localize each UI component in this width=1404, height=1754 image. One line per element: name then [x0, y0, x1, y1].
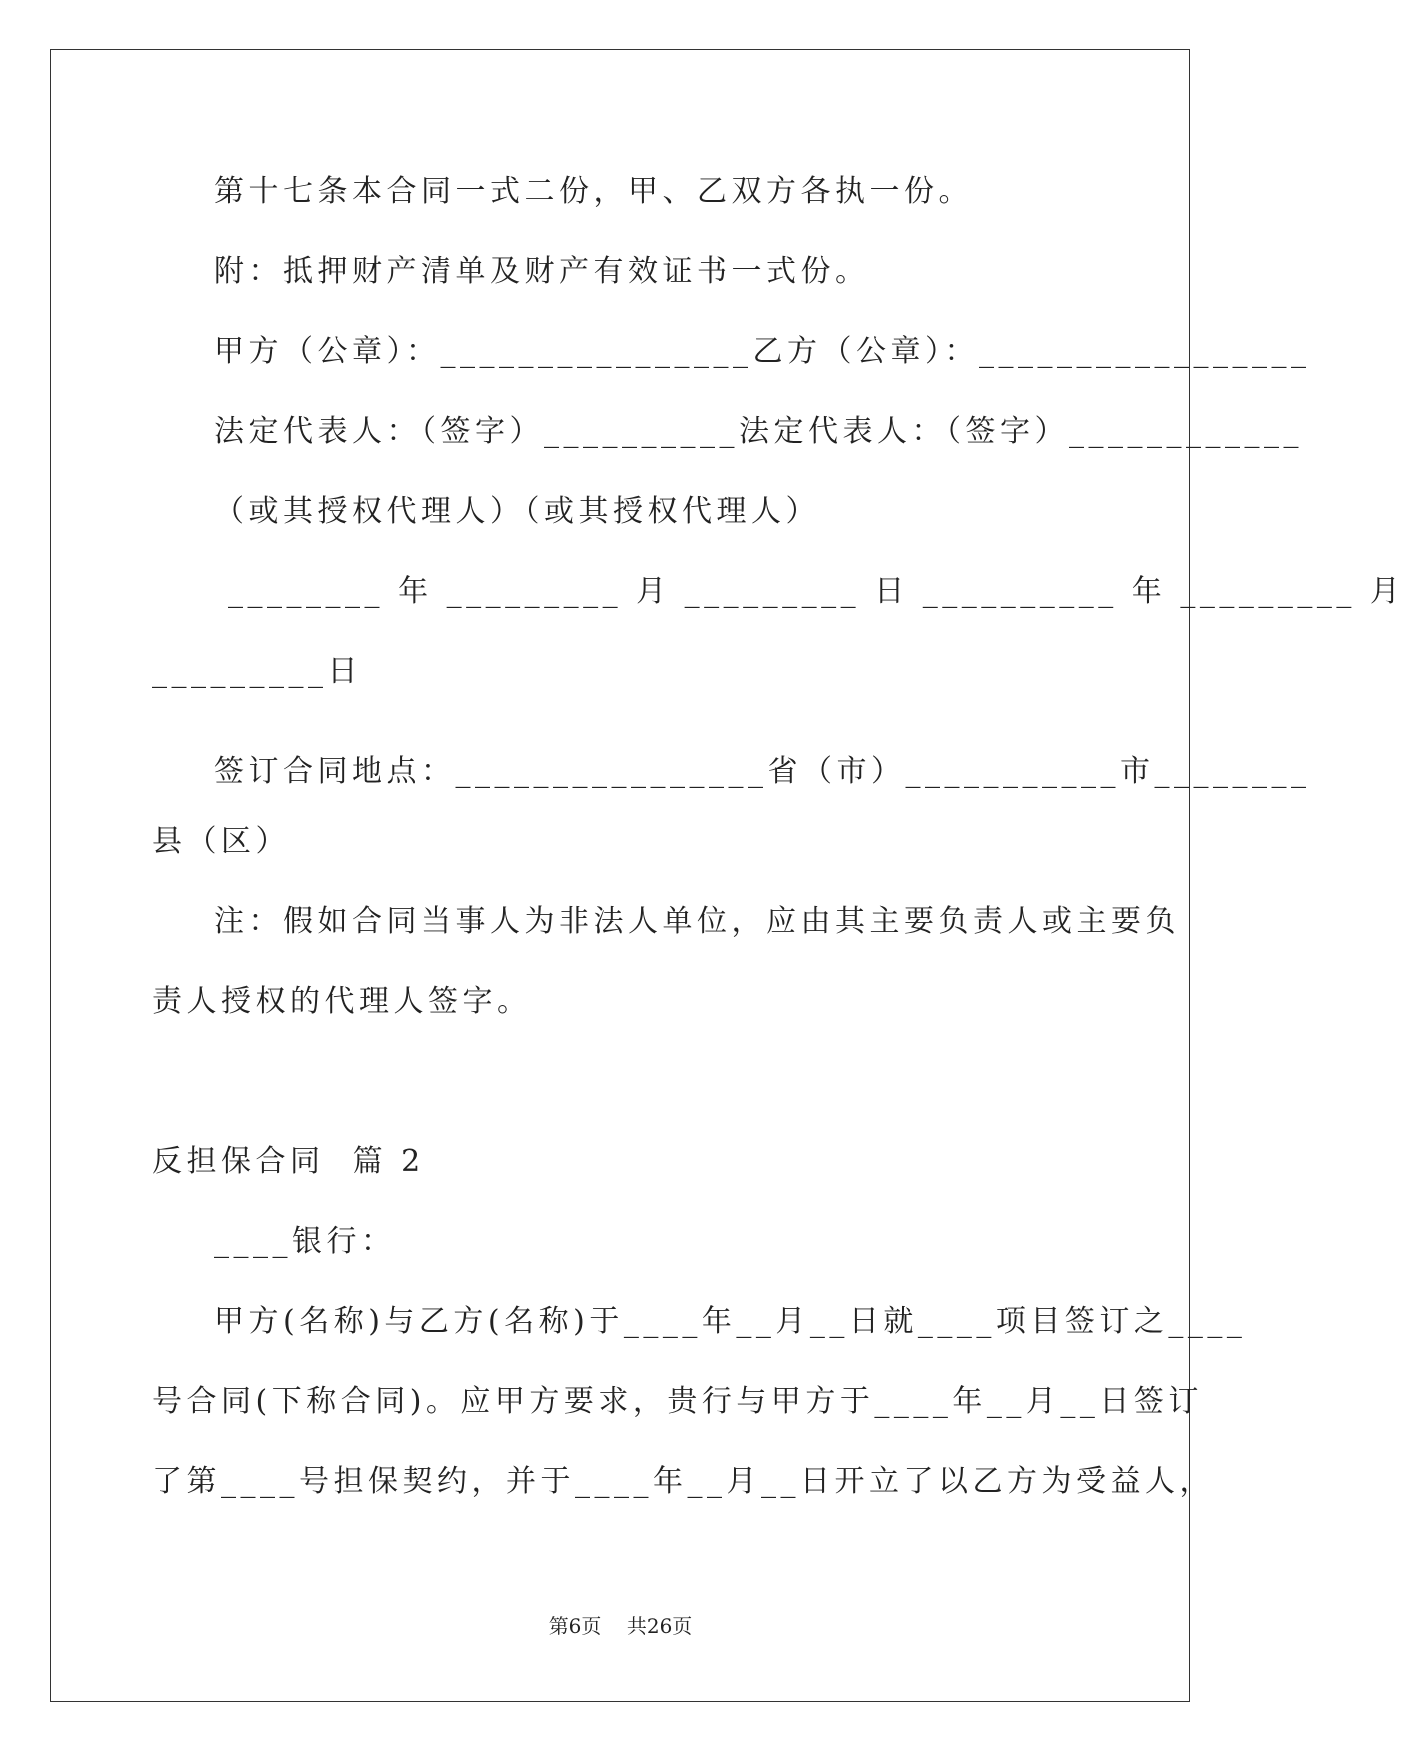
legal-representative-line: 法定代表人：（签字）__________法定代表人：（签字）____________ — [214, 414, 1303, 449]
page-border — [50, 49, 1190, 1702]
body-paragraph-line-3: 了第____号担保契约，并于____年__月__日开立了以乙方为受益人， — [152, 1464, 1214, 1499]
signing-location-continued: 县（区） — [152, 824, 290, 859]
article-17-text: 第十七条本合同一式二份，甲、乙双方各执一份。 — [214, 174, 973, 209]
signing-location-line: 签订合同地点：________________省（市）___________市________ — [214, 754, 1311, 789]
attachment-note: 附：抵押财产清单及财产有效证书一式份。 — [214, 254, 870, 289]
party-seal-line: 甲方（公章）：________________乙方（公章）：_________________ — [214, 334, 1311, 369]
date-line-continued: _________日 — [152, 654, 362, 689]
body-paragraph-line-1: 甲方(名称)与乙方(名称)于____年__月__日就____项目签订之____ — [214, 1304, 1247, 1339]
authorized-agent-line: （或其授权代理人）（或其授权代理人） — [214, 494, 820, 529]
note-line: 注：假如合同当事人为非法人单位，应由其主要负责人或主要负 — [214, 904, 1180, 939]
note-line-continued: 责人授权的代理人签字。 — [152, 984, 532, 1019]
body-paragraph-line-2: 号合同(下称合同)。应甲方要求，贵行与甲方于____年__月__日签订 — [152, 1384, 1203, 1419]
section-heading: 反担保合同 篇 2 — [152, 1144, 425, 1179]
date-line: ________ 年 _________ 月 _________ 日 __________ 年 _________ 月 — [214, 574, 1404, 609]
bank-salutation: ____银行： — [214, 1224, 396, 1259]
page-number-footer: 第6页 共26页 — [548, 1614, 693, 1638]
